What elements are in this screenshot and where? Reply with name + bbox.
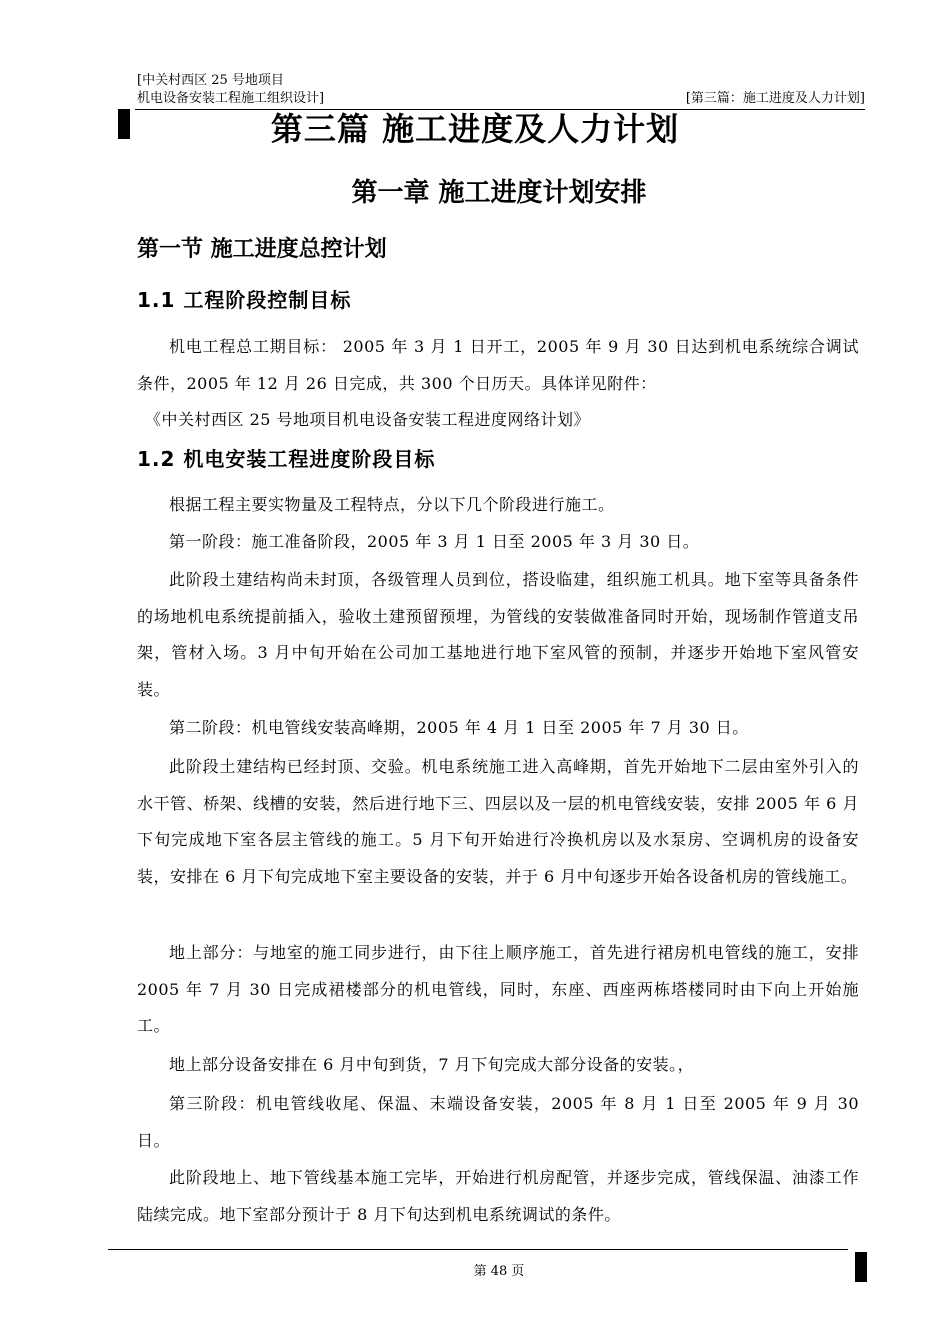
header-right: [第三篇：施工进度及人力计划] (685, 91, 865, 106)
subsection-heading-1-1: 1.1 工程阶段控制目标 (137, 288, 352, 312)
header-project-name: [中关村西区 25 号地项目 (137, 73, 284, 88)
subsection-heading-1-2: 1.2 机电安装工程进度阶段目标 (137, 447, 436, 471)
paragraph-schedule-goal: 机电工程总工期目标： 2005 年 3 月 1 日开工，2005 年 9 月 30 日达到机电系统综合调试条件，2005 年 12 月 26 日完成，共 300 个日历天。具体详见附件： (137, 337, 859, 393)
paragraph-stage-three: 第三阶段：机电管线收尾、保温、末端设备安装，2005 年 8 月 1 日至 2005 年 9 月 30 日。 (137, 1094, 859, 1150)
paragraph-stage-two: 第二阶段：机电管线安装高峰期，2005 年 4 月 1 日至 2005 年 7 月 30 日。 (169, 718, 749, 737)
paragraph-above-ground: 地上部分：与地室的施工同步进行，由下往上顺序施工，首先进行裙房机电管线的施工，安排 2005 年 7 月 30 日完成裙楼部分的机电管线，同时，东座、西座两栋塔楼同时由下向上开始施工。 (137, 943, 859, 1035)
paragraph-above-ground-equipment: 地上部分设备安排在 6 月中旬到货，7 月下旬完成大部分设备的安装。， (169, 1055, 695, 1074)
paragraph-stages-intro: 根据工程主要实物量及工程特点，分以下几个阶段进行施工。 (169, 495, 615, 514)
header-left (137, 72, 324, 108)
chapter-title: 第一章 施工进度计划安排 (351, 178, 647, 208)
part-title: 第三篇 施工进度及人力计划 (270, 110, 680, 148)
paragraph-network-plan-reference: 《中关村西区 25 号地项目机电设备安装工程进度网络计划》 (145, 410, 591, 429)
header-document-name: 机电设备安装工程施工组织设计] (137, 91, 325, 106)
paragraph-stage-one-detail: 此阶段土建结构尚未封顶，各级管理人员到位，搭设临建，组织施工机具。地下室等具备条件的场地机电系统提前插入，验收土建预留预埋，为管线的安装做准备同时开始，现场制作管道支吊架，管材入场。3 月中旬开始在公司加工基地进行地下室风管的预制，并逐步开始地下室风管安装。 (137, 570, 859, 699)
page-number: 第 48 页 (473, 1264, 525, 1279)
paragraph-stage-one: 第一阶段：施工准备阶段，2005 年 3 月 1 日至 2005 年 3 月 30 日。 (169, 532, 700, 551)
footer-rule (108, 1249, 848, 1250)
paragraph-stage-three-detail: 此阶段地上、地下管线基本施工完毕，开始进行机房配管，并逐步完成，管线保温、油漆工作陆续完成。地下室部分预计于 8 月下旬达到机电系统调试的条件。 (137, 1168, 859, 1224)
section-title: 第一节 施工进度总控计划 (137, 237, 387, 262)
paragraph-stage-two-detail: 此阶段土建结构已经封顶、交验。机电系统施工进入高峰期，首先开始地下二层由室外引入的水干管、桥架、线槽的安装，然后进行地下三、四层以及一层的机电管线安装，安排 2005 年 6 月下旬完成地下室各层主管线的施工。5 月下旬开始进行冷换机房以及水泵房、空调机房的设备安装，安排在 6 月下旬完成地下室主要设备的安装，并于 6 月中旬逐步开始各设备机房的管线施工。 (137, 757, 859, 886)
